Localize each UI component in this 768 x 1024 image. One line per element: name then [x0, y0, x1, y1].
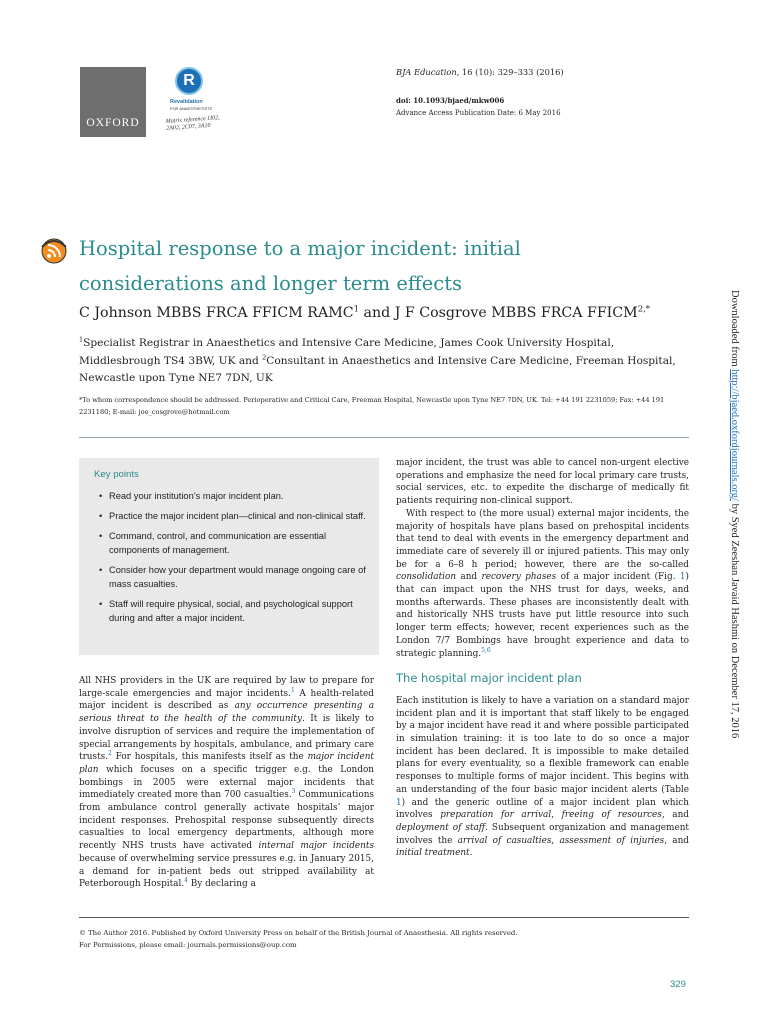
- key-point: • Staff will require physical, social, and psychological support during and after a major incident.: [94, 597, 370, 625]
- article-title: Hospital response to a major incident: initial considerations and longer term effects: [79, 237, 521, 295]
- citation-link[interactable]: 5,6: [481, 646, 491, 654]
- download-url-link[interactable]: http://bjaed.oxfordjournals.org/: [729, 369, 740, 501]
- revalidation-handwriting: Matrix reference 1I02, 2A02, 2C07, 3A10: [165, 115, 220, 132]
- figure-link[interactable]: 1: [679, 572, 686, 583]
- paragraph: major incident, the trust was able to cancel non-urgent elective operations and emphasize the need for local primary care trusts, social services, etc. to expedite the discharge of medically fit patients requiring non-clinical support.: [396, 458, 689, 507]
- footer-divider: [79, 917, 689, 918]
- download-stamp: Downloaded from http://bjaed.oxfordjournals.org/ by Syed Zeeshan Javaid Hashmi on December 17, 2016: [729, 290, 740, 739]
- citation-link[interactable]: 2: [108, 750, 112, 758]
- key-point: • Command, control, and communication are essential components of management.: [94, 529, 370, 557]
- doi[interactable]: doi: 10.1093/bjaed/mkw006: [396, 96, 505, 105]
- key-point: • Practice the major incident plan—clinical and non-clinical staff.: [94, 509, 370, 523]
- publisher-name: OXFORD: [86, 117, 140, 129]
- revalidation-letter: R: [175, 67, 203, 95]
- paragraph: All NHS providers in the UK are required by law to prepare for large-scale emergencies and major incidents.$^1$ A health-related major incident is described as any occurrence presenting a serious threat to the health of the community. It is likely to involve disruption of services and require the implementation of special arrangements by hospitals, ambulance, and primary care trusts.$^2$ For hospitals, this manifests itself as the major incident plan which focuses on a specific trigger e.g. the London bombings in 2005 were external major incidents that immediately created more than 700 casualties.$^3$ Communications from ambulance control generally activate hospitals’ major incident responses. Prehospital response subsequently directs casualties to local emergency departments, although more recently NHS trusts have activated internal major incidents because of overwhelming service pressures e.g. in January 2015, a demand for in-patient beds out stripped availability at Peterborough Hospital.$^4$ By declaring a: [79, 676, 375, 890]
- advance-access-date: Advance Access Publication Date: 6 May 2016: [396, 109, 561, 117]
- citation-link[interactable]: 1: [290, 686, 295, 694]
- revalidation-logo: [164, 67, 222, 137]
- citation-link[interactable]: 4: [184, 877, 188, 885]
- oxford-logo: [80, 67, 146, 137]
- section-heading: The hospital major incident plan: [396, 671, 582, 686]
- revalidation-sub: FOR ANAESTHETISTS: [170, 106, 213, 111]
- affiliations: $^1$Specialist Registrar in Anaesthetics and Intensive Care Medicine, James Cook University Hospital, Middlesbrough TS4 3BW, UK and $^2$Consultant in Anaesthetics and Intensive Care Medicine, Freeman Hospital, Newcastle upon Tyne NE7 7DN, UK: [79, 335, 676, 385]
- citation-link[interactable]: 3: [291, 788, 296, 796]
- authors: C Johnson MBBS FRCA FFICM RAMC$^1$ and J F Cosgrove MBBS FRCA $FFICM^{2,*}$: [79, 304, 651, 321]
- key-point: • Consider how your department would manage ongoing care of mass casualties.: [94, 563, 370, 591]
- rss-feed-icon[interactable]: [40, 237, 68, 265]
- revalidation-word: Revalidation: [170, 99, 203, 105]
- body-text-right: [396, 457, 689, 860]
- paragraph: With respect to (the more usual) external major incidents, the majority of hospitals have plans based on prehospital incidents that tend to deal with events in the emergency department and immediate care of severely ill or injured patients. This may only be for a 6–8 h period; however, there are the so-called consolidation and recovery phases of a major incident (Fig. 1) that can impact upon the NHS trust for days, weeks, and months afterwards. These phases are inconsistently dealt with and historically NHS trusts have put little resource into such longer term effects; however, recent experiences such as the London 7/7 Bombings have brought experience and data to strategic planning.$^{5,6}$: [396, 508, 690, 659]
- body-text-left: [79, 675, 374, 891]
- key-points-heading: Key points: [94, 469, 139, 480]
- key-points-box: [79, 458, 379, 655]
- paragraph: Each institution is likely to have a variation on a standard major incident plan and it is important that staff likely to be engaged by a major incident have read it and where possible participated in simulation training: it is too late to do so once a major incident has been declared. It is impossible to make detailed plans for every eventuality, so a flexible framework can enable responses to multiple forms of major incident. This begins with an understanding of the four basic major incident alerts (Table 1) and the generic outline of a major incident plan which involves preparation for arrival, freeing of resources, and deployment of staff. Subsequent organization and management involves the arrival of casualties, assessment of injuries, and initial treatment.: [396, 695, 689, 859]
- header-divider: [79, 437, 689, 438]
- key-point: • Read your institution’s major incident plan.: [94, 489, 370, 503]
- permissions-note: For Permissions, please email: journals.permissions@oup.com: [79, 941, 297, 949]
- table-link[interactable]: 1: [396, 797, 402, 808]
- page-number: 329: [670, 979, 686, 990]
- copyright-notice: © The Author 2016. Published by Oxford University Press on behalf of the British Journal of Anaesthesia. All rights reserved. For Permissions, please email: journals.permissions@oup.com: [79, 927, 689, 951]
- journal-reference: BJA Education, 16 (10): 329–333 (2016): [396, 67, 564, 77]
- correspondence: *To whom correspondence should be addressed. Perioperative and Critical Care, Freeman Hospital, Newcastle upon Tyne NE7 7DN, UK. Tel: +44 191 2231059; Fax: +44 191 2231180; E-mail: joe_cosgrove@hotmail.com: [79, 396, 665, 416]
